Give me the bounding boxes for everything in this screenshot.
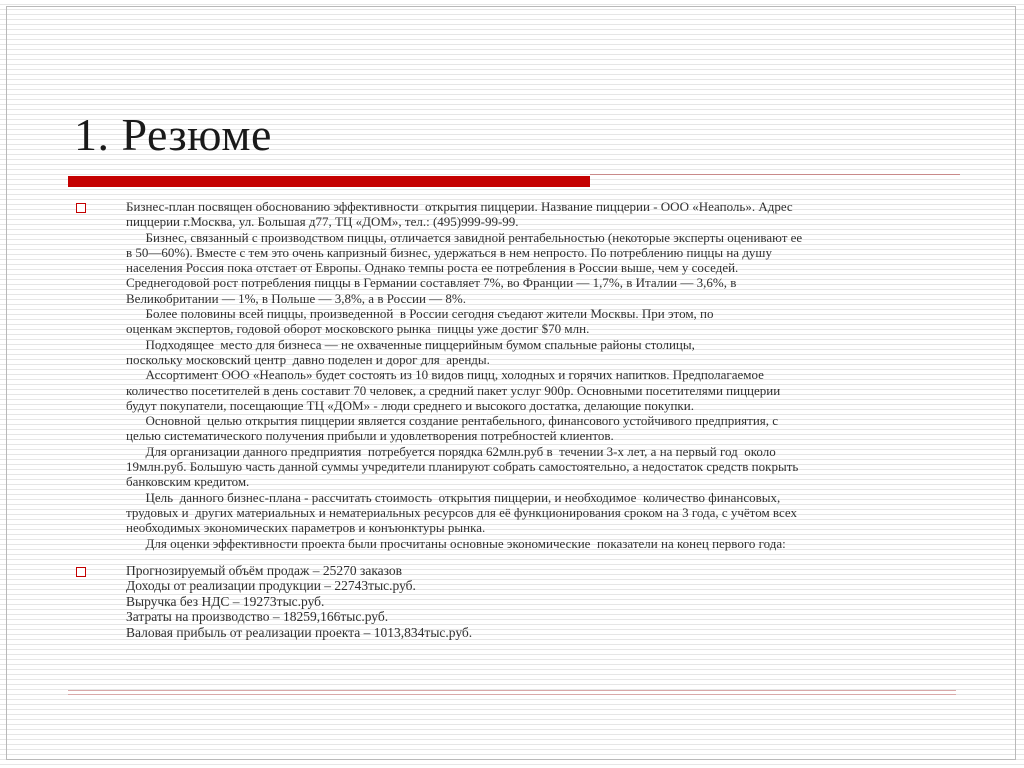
title-underline-bar (68, 176, 590, 187)
paragraph-line: населения Россия пока отстает от Европы. Однако темпы роста ее потребления в России выше, чем у соседей. (126, 260, 739, 276)
paragraph-line: Основной целью открытия пиццерии является создание рентабельного, финансового устойчивого предприятия, с (126, 413, 779, 429)
paragraph-line: необходимых экономических параметров и конъюнктуры рынка. (126, 520, 486, 536)
indicator-item: Валовая прибыль от реализации проекта – 1013,834тыс.руб. (126, 624, 473, 640)
paragraph-line: Для оценки эффективности проекта были просчитаны основные экономические показатели на конец первого года: (126, 535, 786, 551)
paragraph-line: будут покупатели, посещающие ТЦ «ДОМ» - люди среднего и высокого достатка, делающие покупки. (126, 397, 694, 413)
paragraph-line: оценкам экспертов, годовой оборот московского рынка пиццы уже достиг $70 млн. (126, 321, 590, 337)
paragraph-line: Подходящее место для бизнеса — не охваченные пиццерийным бумом спальные районы столицы, (126, 336, 695, 352)
footer-rule (68, 694, 956, 695)
paragraph-line: количество посетителей в день составит 70 человек, а средний пакет услуг 900р. Основными посетителями пиццерии (126, 382, 781, 398)
paragraph-line: целью систематического получения прибыли и удовлетворения потребностей клиентов. (126, 428, 614, 444)
paragraph-line: Ассортимент ООО «Неаполь» будет состоять из 10 видов пицц, холодных и горячих напитков. Предполагаемое (126, 367, 764, 383)
paragraph-line: поскольку московский центр давно поделен и дорог для аренды. (126, 351, 490, 367)
paragraph-line: Бизнес, связанный с производством пиццы, отличается завидной рентабельностью (некоторые эксперты оценивают ее (126, 229, 803, 245)
indicator-item: Выручка без НДС – 19273тыс.руб. (126, 593, 325, 609)
paragraph-line: банковским кредитом. (126, 474, 250, 490)
footer-rule (68, 690, 956, 691)
title-underline-thin (590, 174, 960, 175)
paragraph-line: 19млн.руб. Большую часть данной суммы учредители планируют собрать самостоятельно, а недостаток средств покрыть (126, 459, 799, 475)
hollow-square-bullet-icon (76, 203, 86, 213)
paragraph-line: Бизнес-план посвящен обоснованию эффективности открытия пиццерии. Название пиццерии - ООО «Неаполь». Адрес (126, 199, 793, 214)
summary-paragraph (126, 199, 962, 551)
paragraph-line: Среднегодовой рост потребления пиццы в Германии составляет 7%, во Франции — 1,7%, в Италии — 3,6%, в (126, 275, 737, 291)
paragraph-line: пиццерии г.Москва, ул. Большая д77, ТЦ «ДОМ», тел.: (495)999-99-99. (126, 214, 519, 230)
paragraph-line: Более половины всей пиццы, произведенной в России сегодня съедают жители Москвы. При этом, по (126, 306, 714, 322)
hollow-square-bullet-icon (76, 567, 86, 577)
paragraph-line: Великобритании — 1%, в Польше — 3,8%, а в России — 8%. (126, 290, 466, 306)
indicator-item: Затраты на производство – 18259,166тыс.руб. (126, 609, 389, 625)
slide-title: 1. Резюме (74, 109, 272, 160)
paragraph-line: трудовых и других материальных и нематериальных ресурсов для её функционирования сроком на 3 года, с учётом всех (126, 504, 798, 520)
indicator-item: Прогнозируемый объём продаж – 25270 заказов (126, 563, 403, 578)
indicator-item: Доходы от реализации продукции – 22743тыс.руб. (126, 578, 416, 594)
paragraph-line: в 50—60%). Вместе с тем это очень капризный бизнес, удержаться в нем непросто. По потреблению пиццы на душу (126, 244, 772, 260)
paragraph-line: Для организации данного предприятия потребуется порядка 62млн.руб в течении 3-х лет, а на первый год около (126, 443, 776, 459)
paragraph-line: Цель данного бизнес-плана - рассчитать стоимость открытия пиццерии, и необходимое количество финансовых, (126, 489, 781, 505)
indicators-list (126, 563, 962, 640)
